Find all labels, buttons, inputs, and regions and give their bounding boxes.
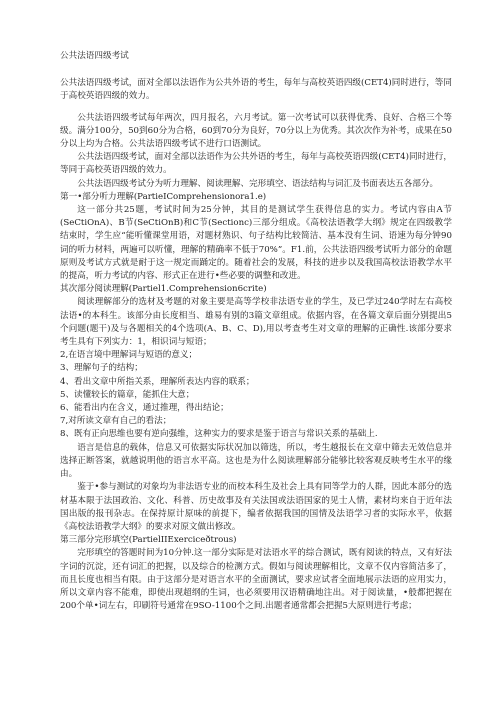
- paragraph: 鉴于•参与测试的对象均为非法语专业的而校本科生及社会上具有同等学力的人群，因此本部分的选材基本限于法国政治、文化、科普、历史故事及有关法国或法语国家的见士人情，素材均来自于近年法国出版的报刊杂志。在保持原计原味的前提下，编者依据我国的国情及法语学习者的实际水平，依据《高校法语教学大纲》的要求对原文做出修改。: [60, 482, 452, 532]
- paragraph: 阅读理解部分的选材及考题的对象主要是高等学校非法语专业的学生，及已学过240学时左右高校法语•的本科生。该部分由长度相当、雄易有别的3篇文章组成。依据内容，在各篇文章后面分别提出5个问题(题干)及与各题相关的4个选项(A、B、C、D),用以考查考生对文章的理解的正确性.该部分要求考生具有下列实力：1，相识词与短语；: [60, 297, 452, 348]
- paragraph: 公共法语四级考试，面对全部以法语作为公共外语的考生，每年与高校英语四级(CET4)同时进行，等同于高校英语四级的效力。: [60, 152, 452, 176]
- paragraph: 语言是信息的载体，信息又可依据实际状况加以筛选，所以，考生越报长在文章中筛去无效信息并选择正断答案，就越说明他的语言水平高。这也是为什么阅读理解部分能够比较客观反映考生水平的缘由。: [60, 442, 452, 480]
- paragraph: 完形填空的答题时间为10分钟.这一部分实际是对法语水平的综合测试，既有阅读的特点，又有好法字词的沉淀，还有词汇的把握，以及综合的检测方式。假如与阅读理解相比，文章不仅内容简洁多了，而且长度也相当有限。由于这部分是对语言水平的全面测试，要求应试者全面地展示法语的应用实力，所以文章内容不能难，即使出现超纲的生词，也必须要用汉语精确地注出。对于阅读量，•般都把握在200个单•词左右，印刷符号通常在9SO-1100个之间.出题者通常都会把握5大原则进行考虑；: [60, 548, 452, 612]
- paragraph: 6、能看出内在含义，通过推理，得出结论；: [60, 403, 229, 414]
- paragraph: 第三部分完形填空(PartielIIExerciceðtrous): [60, 535, 237, 546]
- paragraph: 5、读懂较长的篇章，能抓住大意；: [60, 389, 195, 400]
- document-title: 公共法语四级考试: [60, 51, 129, 61]
- document-page: [60, 50, 452, 613]
- paragraph: 这一部分共25题，考试时间为25分钟，其目的是测试学生获得信息的实力。考试内容由A节(SeCtiOnA)、B节(SeCtiOnB)和C节(Sectionc)三部分组成。《高校法语教学大纲》规定在四级教学结束时，学生应“能听懂课堂用语，对题材熟识、句子结构比较简洁、基本没有生词、语速为每分钟90词的听力材料，两遍可以听懂，理解的精确率不低于70%”。F1.前，公共法语四级考试听力部分的命题原则及考试方式就是耐于这一规定而踊定的。随着社会的发展，科技的进步以及我国高校法语教学水平的提高，听力考试的内容、形式正在进行•些必要的调整和改进。: [60, 205, 452, 282]
- paragraph: 其次部分阅读理解(Partiel1.Comprehension6crite): [60, 284, 267, 295]
- paragraph: 公共法语四级考试分为听力理解、阅读理解、完形填空、语法结构与词汇及书面表达五各部分。: [77, 178, 439, 189]
- paragraph: 4、看出文章中所指关系，理解所表达内容的联系；: [60, 376, 255, 387]
- paragraph: 公共法语四级考试每年两次，四月报名，六月考试。第一次考试可以获得优秀、良好、合格三个等级。满分100分，50到60分为合格，60到70分为良好，70分以上为优秀。其次次作为补考，成果在50分以上均为合格。公共法语四级考试不进行口语测试。: [60, 112, 452, 150]
- paragraph: 3、理解句子的结构；: [60, 363, 143, 374]
- paragraph: 8、既有正向思维也要有逆向强维，这种实力的要求是鉴于语言与常识关系的基础上.: [60, 429, 378, 440]
- paragraph: 公共法语四级考试，面对全部以法语作为公共外语的考生，每年与高校英语四级(CET4)同时进行，等同于高校英语四级的效力。: [60, 78, 452, 102]
- paragraph: 2,在语言境中理解词与短语的意义；: [60, 350, 198, 361]
- paragraph: 第一•部分听力理解(PartieIComprehensionora1.e): [60, 191, 267, 202]
- paragraph: 7,对所读文章有自己的看法；: [60, 416, 172, 427]
- document-body: [60, 77, 452, 613]
